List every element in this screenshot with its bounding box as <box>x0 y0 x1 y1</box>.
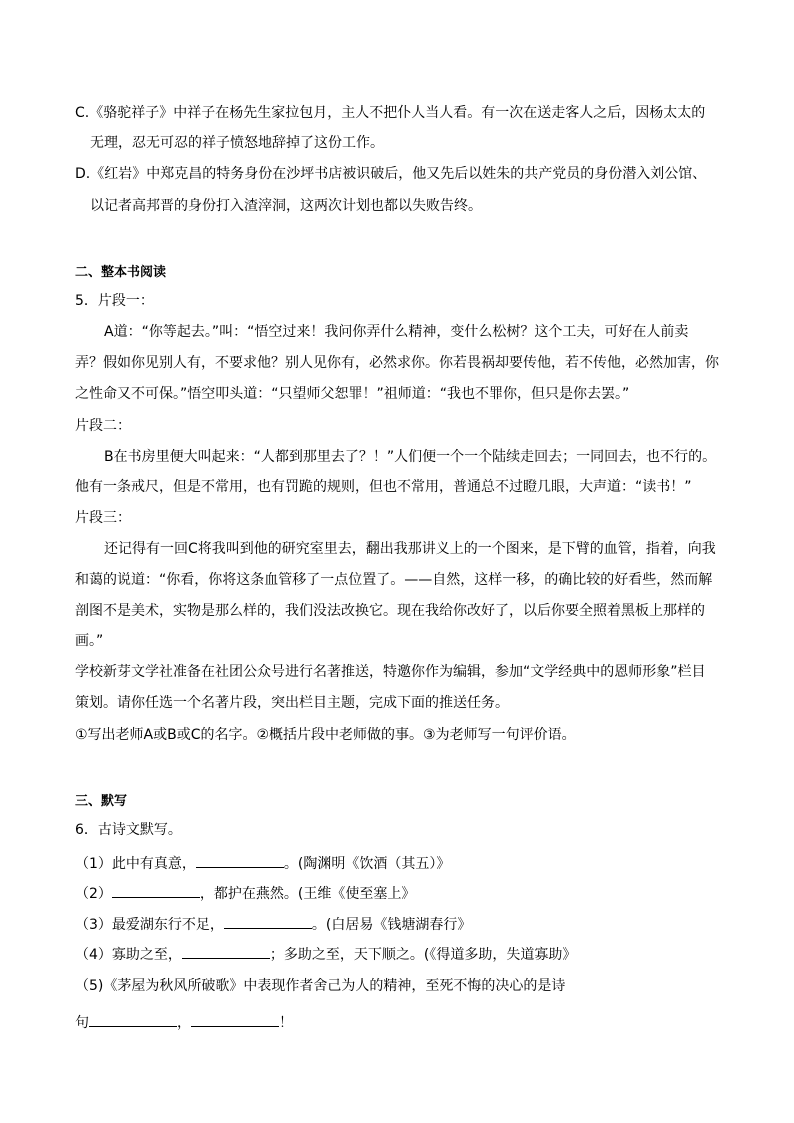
answer-blank[interactable] <box>191 1012 279 1027</box>
question-5-label: 5．片段一： <box>75 293 154 309</box>
option-d-line2: 以记者高邦晋的身份打入渣滓洞，这两次计划也都以失败告终。 <box>90 198 482 214</box>
fragment3-line4: 画。” <box>75 633 104 649</box>
answer-blank[interactable] <box>89 1012 177 1027</box>
question-6-label: 6．古诗文默写。 <box>75 822 182 838</box>
option-d-line1: D.《红岩》中郑克昌的特务身份在沙坪书店被识破后，他又先后以姓朱的共产党员的身份潜入刘公馆、 <box>75 166 707 182</box>
section-heading-dictation: 三、默写 <box>75 794 128 809</box>
section-heading-reading: 二、整本书阅读 <box>75 265 167 280</box>
fragment3-line2: 和蔼的说道：“你看，你将这条血管移了一点位置了。——自然，这样一移，的确比较的好看些，然而解 <box>75 572 713 588</box>
dictation-item-3-prefix: （3）最爱湖东行不足， <box>75 917 224 933</box>
fragment2-line2: 他有一条戒尺，但是不常用，也有罚跪的规则，但也不常用，普通总不过瞪几眼，大声道：“读书！” <box>75 479 692 495</box>
fragment1-line1: A道：“你等起去。”叫：“悟空过来！我问你弄什么精神，变什么松树？这个工夫，可好在人前卖 <box>104 324 689 340</box>
dictation-item-5-suffix: ！ <box>279 1015 293 1031</box>
task-line1: 学校新芽文学社准备在社团公众号进行名著推送，特邀你作为编辑，参加“文学经典中的恩师形象”栏目 <box>75 664 706 680</box>
answer-blank[interactable] <box>224 914 312 929</box>
answer-blank[interactable] <box>182 944 270 959</box>
fragment3-line3: 剖图不是美术，实物是那么样的，我们没法改换它。现在我给你改好了，以后你要全照着黑板上那样的 <box>75 603 705 619</box>
dictation-item-2 <box>75 883 415 904</box>
dictation-item-5-separator: ， <box>177 1015 191 1031</box>
fragment2-line1: B在书房里便大叫起来：“人都到那里去了？！”人们便一个一个陆续走回去；一同回去，也不行的。 <box>104 449 717 465</box>
task-line2: 策划。请你任选一个名著片段，突出栏目主题，完成下面的推送任务。 <box>75 695 509 711</box>
answer-blank[interactable] <box>196 853 284 868</box>
option-c-line1: C.《骆驼祥子》中祥子在杨先生家拉包月，主人不把仆人当人看。有一次在送走客人之后，因杨太太的 <box>75 105 706 121</box>
dictation-item-4-suffix: ；多助之至，天下顺之。(《得道多助，失道寡助》 <box>269 947 577 963</box>
dictation-item-2-prefix: （2） <box>75 886 112 902</box>
fragment3-label: 片段三： <box>75 510 131 526</box>
fragment3-line1: 还记得有一回C将我叫到他的研究室里去，翻出我那讲义上的一个图来，是下臂的血管，指着，向我 <box>104 541 716 557</box>
dictation-item-3 <box>75 914 471 935</box>
dictation-item-2-suffix: ，都护在燕然。(王维《使至塞上》 <box>199 886 416 902</box>
answer-blank[interactable] <box>112 883 200 898</box>
dictation-item-4 <box>75 944 576 965</box>
dictation-item-1-prefix: （1）此中有真意， <box>75 856 196 872</box>
dictation-item-1 <box>75 853 450 874</box>
task-line3: ①写出老师A或B或C的名字。②概括片段中老师做的事。③为老师写一句评价语。 <box>75 727 576 743</box>
dictation-item-5-line1: （5)《茅屋为秋风所破歌》中表现作者舍己为人的精神，至死不悔的决心的是诗 <box>75 978 566 994</box>
dictation-item-1-suffix: 。(陶渊明《饮酒（其五）》 <box>283 856 451 872</box>
fragment2-label: 片段二： <box>75 418 131 434</box>
option-c-line2: 无理，忍无可忍的祥子愤怒地辞掉了这份工作。 <box>90 135 384 151</box>
dictation-item-3-suffix: 。(白居易《钱塘湖春行》 <box>311 917 472 933</box>
fragment1-line2: 弄？假如你见别人有，不要求他？别人见你有，必然求你。你若畏祸却要传他，若不传他，必然加害，你 <box>75 355 719 371</box>
dictation-item-5-line2 <box>75 1012 293 1033</box>
dictation-item-5-prefix: 句 <box>75 1015 89 1031</box>
fragment1-line3: 之性命又不可保。”悟空叩头道：“只望师父恕罪！”祖师道：“我也不罪你，但只是你去罢。” <box>75 386 630 402</box>
dictation-item-4-prefix: （4）寡助之至， <box>75 947 182 963</box>
